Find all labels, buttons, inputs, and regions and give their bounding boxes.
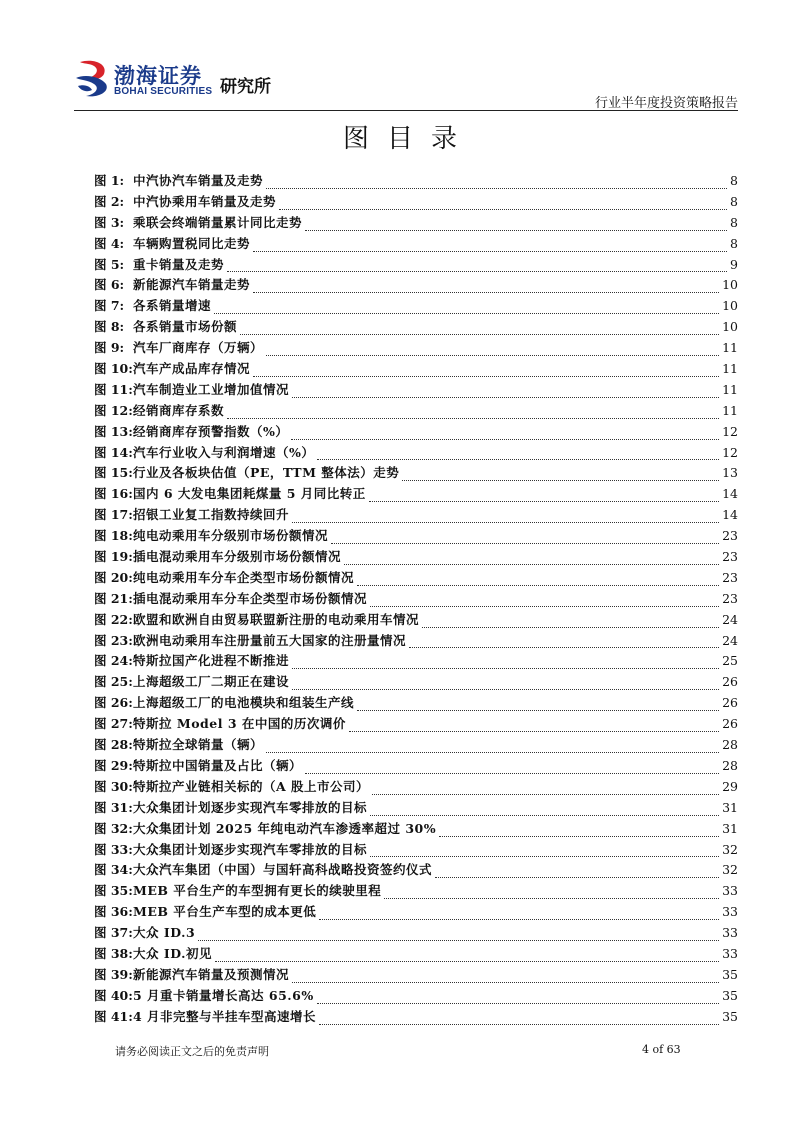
toc-entry-title: 特斯拉 Model 3 在中国的历次调价 bbox=[133, 716, 346, 732]
toc-entry-page: 11 bbox=[722, 381, 738, 397]
toc-entry-number: 图 11: bbox=[94, 381, 133, 397]
toc-entry-number: 图 38: bbox=[94, 945, 133, 961]
toc-entry[interactable] bbox=[94, 840, 738, 861]
toc-entry-title: 上海超级工厂二期正在建设 bbox=[133, 674, 290, 690]
toc-entry-number: 图 15: bbox=[94, 465, 133, 481]
toc-entry[interactable] bbox=[94, 547, 738, 568]
toc-entry-page: 11 bbox=[722, 402, 738, 418]
toc-dot-leader bbox=[227, 417, 719, 419]
toc-entry[interactable] bbox=[94, 944, 738, 965]
toc-entry-number: 图 23: bbox=[94, 632, 133, 648]
toc-entry-title: 汽车制造业工业增加值情况 bbox=[133, 381, 290, 397]
toc-entry-number: 图 19: bbox=[94, 549, 133, 565]
toc-entry[interactable] bbox=[94, 902, 738, 923]
toc-entry-page: 33 bbox=[722, 883, 738, 899]
toc-entry-number: 图 16: bbox=[94, 486, 133, 502]
toc-entry[interactable] bbox=[94, 192, 738, 213]
toc-entry-page: 29 bbox=[722, 778, 738, 794]
toc-entry-number: 图 40: bbox=[94, 987, 133, 1003]
toc-entry-number: 图 20: bbox=[94, 569, 133, 585]
toc-entry-number: 图 37: bbox=[94, 925, 133, 941]
toc-entry[interactable] bbox=[94, 422, 738, 443]
toc-entry-page: 24 bbox=[722, 632, 738, 648]
toc-entry-page: 25 bbox=[722, 653, 738, 669]
toc-entry[interactable] bbox=[94, 714, 738, 735]
toc-dot-leader bbox=[266, 751, 719, 753]
toc-entry-number: 图 2: bbox=[94, 193, 125, 209]
toc-entry-title: 国内 6 大发电集团耗煤量 5 月同比转正 bbox=[133, 486, 366, 502]
toc-entry-title: 中汽协汽车销量及走势 bbox=[133, 173, 264, 188]
toc-entry-title: 特斯拉国产化进程不断推进 bbox=[133, 653, 290, 669]
toc-entry-title: 特斯拉全球销量（辆） bbox=[133, 737, 264, 753]
toc-entry-number: 图 34: bbox=[94, 862, 133, 878]
toc-dot-leader bbox=[292, 396, 719, 398]
brand-name-cn: 渤海证券 bbox=[114, 64, 202, 88]
toc-dot-leader bbox=[357, 584, 719, 586]
toc-entry-page: 8 bbox=[730, 214, 738, 230]
toc-entry-title: 各系销量市场份额 bbox=[133, 319, 238, 335]
institute-label: 研究所 bbox=[220, 77, 271, 97]
toc-entry-number: 图 21: bbox=[94, 590, 133, 606]
toc-entry[interactable] bbox=[94, 756, 738, 777]
toc-dot-leader bbox=[215, 960, 719, 962]
toc-entry-number: 图 33: bbox=[94, 841, 133, 857]
toc-entry[interactable] bbox=[94, 819, 738, 840]
toc-dot-leader bbox=[253, 250, 727, 252]
toc-dot-leader bbox=[305, 229, 727, 231]
toc-entry-number: 图 9: bbox=[94, 340, 125, 356]
toc-entry[interactable] bbox=[94, 463, 738, 484]
toc-dot-leader bbox=[240, 333, 719, 335]
toc-entry-title: 上海超级工厂的电池模块和组装生产线 bbox=[133, 695, 355, 711]
toc-entry-number: 图 32: bbox=[94, 820, 133, 836]
toc-entry-number: 图 1: bbox=[94, 173, 125, 188]
toc-dot-leader bbox=[227, 270, 727, 272]
toc-entry-page: 26 bbox=[722, 695, 738, 711]
toc-dot-leader bbox=[292, 981, 719, 983]
toc-entry[interactable] bbox=[94, 965, 738, 986]
toc-entry-title: 经销商库存系数 bbox=[133, 402, 225, 418]
toc-entry-page: 28 bbox=[722, 757, 738, 773]
toc-entry-page: 11 bbox=[722, 340, 738, 356]
toc-entry-page: 13 bbox=[722, 465, 738, 481]
report-type: 行业半年度投资策略报告 bbox=[594, 96, 738, 111]
toc-entry-title: 特斯拉产业链相关标的（A 股上市公司） bbox=[133, 778, 370, 794]
toc-entry-page: 23 bbox=[722, 569, 738, 585]
toc-entry-page: 8 bbox=[730, 193, 738, 209]
toc-entry-page: 11 bbox=[722, 361, 738, 377]
toc-entry-number: 图 3: bbox=[94, 214, 125, 230]
toc-entry-title: 各系销量增速 bbox=[133, 298, 212, 314]
toc-entry[interactable] bbox=[94, 923, 738, 944]
toc-entry-number: 图 31: bbox=[94, 799, 133, 815]
toc-entry-title: 大众汽车集团（中国）与国轩高科战略投资签约仪式 bbox=[133, 862, 433, 878]
toc-dot-leader bbox=[439, 835, 719, 837]
toc-dot-leader bbox=[435, 876, 719, 878]
toc-dot-leader bbox=[317, 1002, 719, 1004]
toc-entry-number: 图 28: bbox=[94, 737, 133, 753]
toc-dot-leader bbox=[402, 479, 719, 481]
toc-entry-number: 图 13: bbox=[94, 423, 133, 439]
toc-entry[interactable] bbox=[94, 505, 738, 526]
figure-toc-list bbox=[94, 171, 738, 1028]
toc-dot-leader bbox=[292, 521, 719, 523]
toc-dot-leader bbox=[369, 500, 719, 502]
toc-dot-leader bbox=[305, 772, 719, 774]
toc-entry-title: 新能源汽车销量走势 bbox=[133, 277, 251, 293]
toc-entry-page: 12 bbox=[722, 444, 738, 460]
toc-entry-page: 26 bbox=[722, 674, 738, 690]
toc-entry-title: 插电混动乘用车分车企类型市场份额情况 bbox=[133, 590, 368, 606]
toc-entry-page: 23 bbox=[722, 528, 738, 544]
toc-entry-number: 图 14: bbox=[94, 444, 133, 460]
toc-entry-page: 10 bbox=[722, 319, 738, 335]
toc-entry[interactable] bbox=[94, 672, 738, 693]
toc-entry[interactable] bbox=[94, 526, 738, 547]
toc-dot-leader bbox=[372, 793, 719, 795]
toc-dot-leader bbox=[422, 626, 719, 628]
toc-entry[interactable] bbox=[94, 986, 738, 1007]
toc-entry[interactable] bbox=[94, 651, 738, 672]
toc-entry-title: MEB 平台生产车型的成本更低 bbox=[133, 904, 317, 920]
toc-entry-title: 中汽协乘用车销量及走势 bbox=[133, 193, 277, 209]
toc-dot-leader bbox=[317, 458, 719, 460]
toc-entry-page: 26 bbox=[722, 716, 738, 732]
toc-entry-title: 大众 ID.3 bbox=[133, 925, 196, 941]
toc-entry-number: 图 36: bbox=[94, 904, 133, 920]
toc-entry[interactable] bbox=[94, 735, 738, 756]
toc-entry[interactable] bbox=[94, 171, 738, 192]
toc-entry-title: 欧洲电动乘用车注册量前五大国家的注册量情况 bbox=[133, 632, 407, 648]
toc-entry[interactable] bbox=[94, 401, 738, 422]
toc-entry-title: 汽车厂商库存（万辆） bbox=[133, 340, 264, 356]
toc-entry-number: 图 8: bbox=[94, 319, 125, 335]
toc-entry-number: 图 5: bbox=[94, 256, 125, 272]
page-title: 图目录 bbox=[342, 124, 475, 154]
toc-entry-title: 5 月重卡销量增长高达 65.6% bbox=[133, 987, 314, 1003]
toc-entry-number: 图 41: bbox=[94, 1008, 133, 1024]
toc-entry[interactable] bbox=[94, 693, 738, 714]
toc-entry-title: 行业及各板块估值（PE，TTM 整体法）走势 bbox=[133, 465, 400, 481]
toc-dot-leader bbox=[266, 354, 719, 356]
toc-entry-title: 大众集团计划逐步实现汽车零排放的目标 bbox=[133, 799, 368, 815]
toc-dot-leader bbox=[370, 814, 719, 816]
toc-entry-number: 图 30: bbox=[94, 778, 133, 794]
toc-dot-leader bbox=[266, 187, 727, 189]
toc-entry-page: 35 bbox=[722, 987, 738, 1003]
toc-entry-number: 图 24: bbox=[94, 653, 133, 669]
toc-entry[interactable] bbox=[94, 484, 738, 505]
toc-entry[interactable] bbox=[94, 589, 738, 610]
page-number: 4 of 63 bbox=[642, 1043, 681, 1056]
toc-entry[interactable] bbox=[94, 798, 738, 819]
toc-entry-page: 24 bbox=[722, 611, 738, 627]
toc-entry-title: MEB 平台生产的车型拥有更长的续驶里程 bbox=[133, 883, 382, 899]
toc-entry[interactable] bbox=[94, 275, 738, 296]
toc-entry-page: 32 bbox=[722, 862, 738, 878]
toc-dot-leader bbox=[319, 1023, 719, 1025]
toc-entry-page: 23 bbox=[722, 590, 738, 606]
toc-entry-number: 图 10: bbox=[94, 361, 133, 377]
toc-entry[interactable] bbox=[94, 213, 738, 234]
toc-entry-title: 纯电动乘用车分级别市场份额情况 bbox=[133, 528, 329, 544]
toc-entry-page: 8 bbox=[730, 235, 738, 251]
toc-dot-leader bbox=[370, 605, 719, 607]
toc-dot-leader bbox=[292, 688, 719, 690]
toc-entry-number: 图 7: bbox=[94, 298, 125, 314]
toc-entry-title: 车辆购置税同比走势 bbox=[133, 235, 251, 251]
toc-entry-page: 31 bbox=[722, 799, 738, 815]
toc-entry-number: 图 6: bbox=[94, 277, 125, 293]
toc-entry-title: 重卡销量及走势 bbox=[133, 256, 225, 272]
toc-entry-page: 35 bbox=[722, 966, 738, 982]
toc-entry[interactable] bbox=[94, 568, 738, 589]
toc-entry-number: 图 26: bbox=[94, 695, 133, 711]
toc-dot-leader bbox=[344, 563, 719, 565]
toc-dot-leader bbox=[331, 542, 719, 544]
toc-entry-title: 大众 ID.初见 bbox=[133, 945, 212, 961]
toc-entry-title: 特斯拉中国销量及占比（辆） bbox=[133, 757, 303, 773]
toc-entry-page: 28 bbox=[722, 737, 738, 753]
toc-entry-page: 23 bbox=[722, 549, 738, 565]
toc-entry[interactable] bbox=[94, 777, 738, 798]
toc-entry-page: 31 bbox=[722, 820, 738, 836]
toc-entry-page: 32 bbox=[722, 841, 738, 857]
toc-entry-number: 图 29: bbox=[94, 757, 133, 773]
toc-dot-leader bbox=[409, 646, 719, 648]
toc-entry-page: 9 bbox=[730, 256, 738, 272]
toc-dot-leader bbox=[253, 291, 719, 293]
toc-entry[interactable] bbox=[94, 255, 738, 276]
toc-entry-number: 图 27: bbox=[94, 716, 133, 732]
toc-entry-title: 纯电动乘用车分车企类型市场份额情况 bbox=[133, 569, 355, 585]
toc-entry-page: 35 bbox=[722, 1008, 738, 1024]
toc-entry-page: 12 bbox=[722, 423, 738, 439]
toc-dot-leader bbox=[349, 730, 719, 732]
toc-entry[interactable] bbox=[94, 234, 738, 255]
toc-entry-page: 14 bbox=[722, 507, 738, 523]
toc-dot-leader bbox=[357, 709, 719, 711]
toc-entry-number: 图 25: bbox=[94, 674, 133, 690]
toc-entry[interactable] bbox=[94, 881, 738, 902]
toc-entry[interactable] bbox=[94, 317, 738, 338]
disclaimer-note: 请务必阅读正文之后的免责声明 bbox=[115, 1045, 269, 1058]
bohai-logo-icon bbox=[74, 58, 110, 98]
toc-entry-page: 33 bbox=[722, 945, 738, 961]
toc-entry-number: 图 12: bbox=[94, 402, 133, 418]
toc-entry-page: 10 bbox=[722, 277, 738, 293]
toc-entry-page: 8 bbox=[730, 173, 738, 188]
toc-entry-title: 乘联会终端销量累计同比走势 bbox=[133, 214, 303, 230]
toc-entry-number: 图 35: bbox=[94, 883, 133, 899]
toc-entry-page: 33 bbox=[722, 925, 738, 941]
toc-entry[interactable] bbox=[94, 338, 738, 359]
toc-entry[interactable] bbox=[94, 359, 738, 380]
toc-entry[interactable] bbox=[94, 631, 738, 652]
toc-entry[interactable] bbox=[94, 443, 738, 464]
toc-entry-title: 欧盟和欧洲自由贸易联盟新注册的电动乘用车情况 bbox=[133, 611, 420, 627]
toc-entry-title: 经销商库存预警指数（%） bbox=[133, 423, 289, 439]
toc-entry-number: 图 17: bbox=[94, 507, 133, 523]
toc-entry-title: 汽车产成品库存情况 bbox=[133, 361, 251, 377]
toc-entry-title: 4 月非完整与半挂车型高速增长 bbox=[133, 1008, 317, 1024]
header-divider bbox=[74, 110, 738, 111]
toc-dot-leader bbox=[253, 375, 719, 377]
toc-dot-leader bbox=[214, 312, 719, 314]
toc-entry[interactable] bbox=[94, 380, 738, 401]
toc-entry-number: 图 22: bbox=[94, 611, 133, 627]
toc-entry-title: 新能源汽车销量及预测情况 bbox=[133, 966, 290, 982]
toc-dot-leader bbox=[291, 438, 719, 440]
toc-entry-number: 图 39: bbox=[94, 966, 133, 982]
toc-entry[interactable] bbox=[94, 296, 738, 317]
toc-dot-leader bbox=[319, 918, 719, 920]
toc-entry-title: 插电混动乘用车分级别市场份额情况 bbox=[133, 549, 342, 565]
toc-dot-leader bbox=[384, 897, 719, 899]
toc-entry-page: 33 bbox=[722, 904, 738, 920]
toc-entry-number: 图 4: bbox=[94, 235, 125, 251]
toc-dot-leader bbox=[198, 939, 719, 941]
toc-dot-leader bbox=[370, 855, 719, 857]
toc-entry[interactable] bbox=[94, 1007, 738, 1028]
toc-dot-leader bbox=[292, 667, 719, 669]
toc-entry-title: 大众集团计划 2025 年纯电动汽车渗透率超过 30% bbox=[133, 820, 437, 836]
toc-entry[interactable] bbox=[94, 610, 738, 631]
toc-entry-title: 大众集团计划逐步实现汽车零排放的目标 bbox=[133, 841, 368, 857]
report-header bbox=[74, 58, 738, 110]
toc-dot-leader bbox=[279, 208, 727, 210]
toc-entry-page: 14 bbox=[722, 486, 738, 502]
toc-entry-page: 10 bbox=[722, 298, 738, 314]
brand-name-en: BOHAI SECURITIES bbox=[114, 86, 213, 97]
toc-entry[interactable] bbox=[94, 860, 738, 881]
toc-entry-title: 招银工业复工指数持续回升 bbox=[133, 507, 290, 523]
toc-entry-number: 图 18: bbox=[94, 528, 133, 544]
toc-entry-title: 汽车行业收入与利润增速（%） bbox=[133, 444, 315, 460]
